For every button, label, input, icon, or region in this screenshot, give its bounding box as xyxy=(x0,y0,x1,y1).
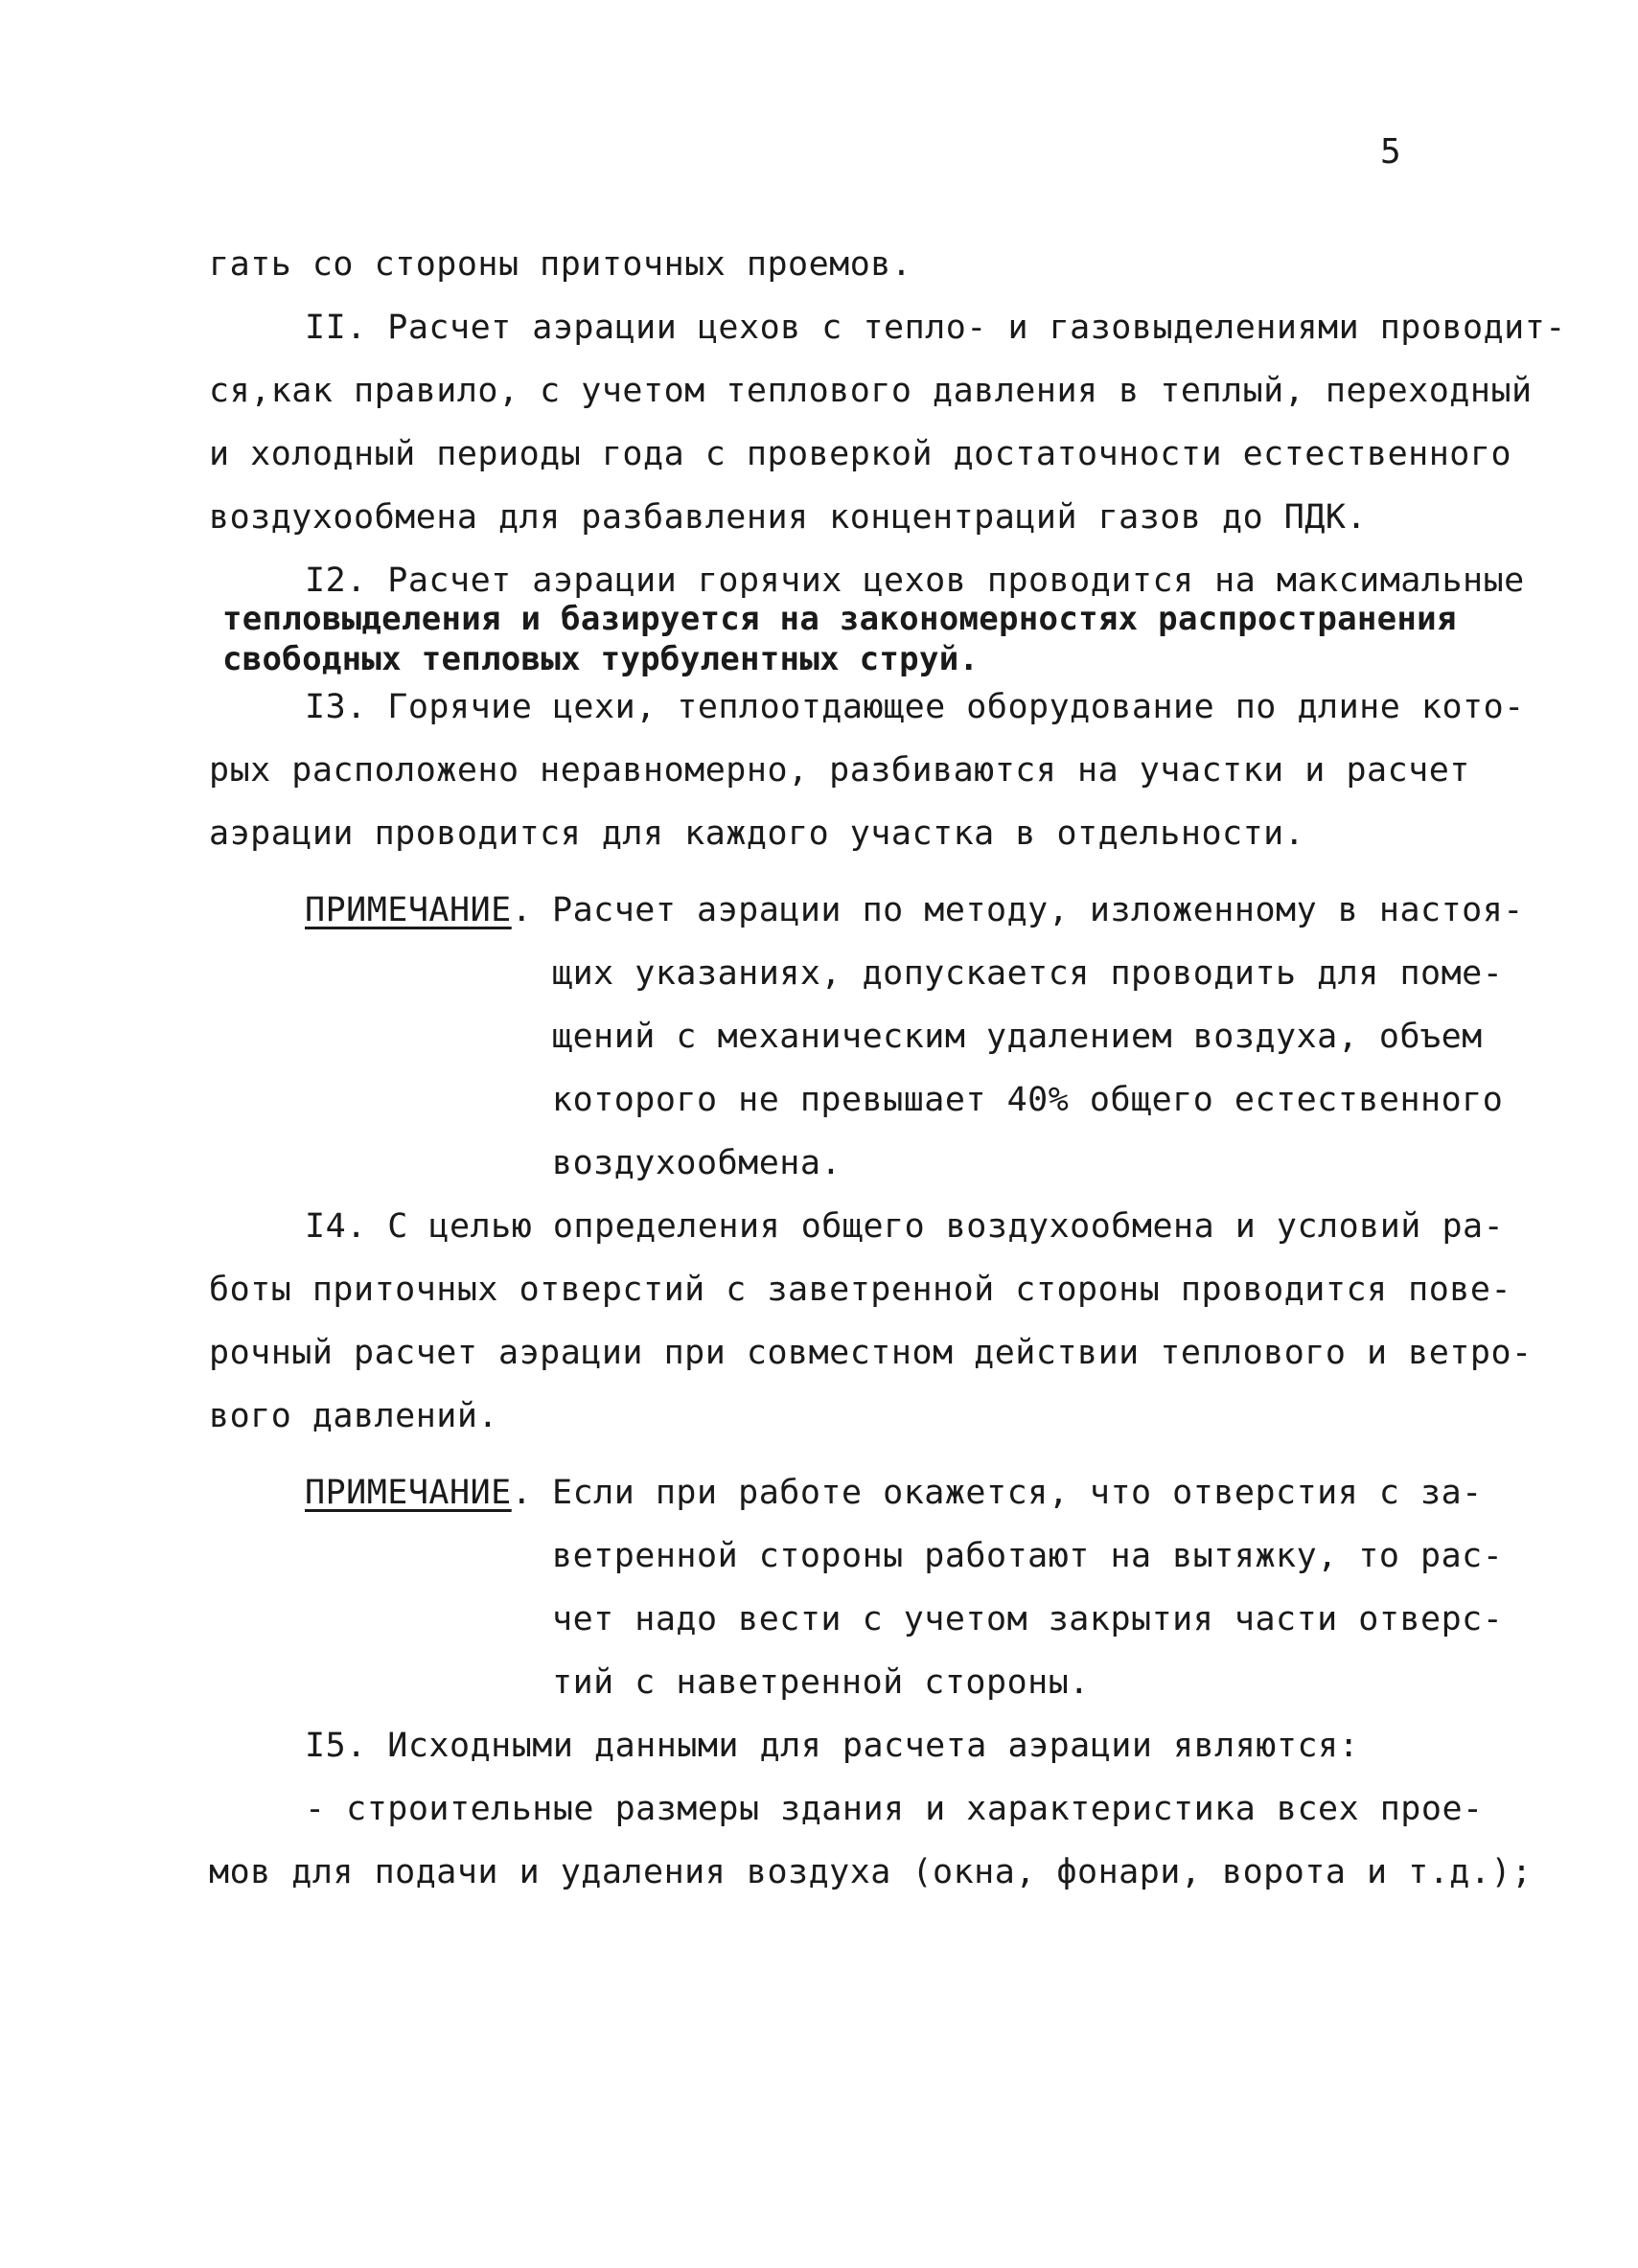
text-line: тепловыделения и базируется на закономерностях распространения xyxy=(222,600,1457,638)
note-2-dot: . xyxy=(511,1474,533,1512)
note-1-dot: . xyxy=(511,891,533,929)
paragraph-11-line: II. Расчет аэрации цехов с тепло- и газовыделениями проводит- xyxy=(305,309,1566,347)
text-line: аэрации проводится для каждого участка в отдельности. xyxy=(209,814,1305,853)
text-line: боты приточных отверстий с заветренной стороны проводится пове- xyxy=(209,1271,1512,1309)
note-1-line: которого не превышает 40% общего естественного xyxy=(552,1081,1504,1119)
note-1-line: воздухообмена. xyxy=(552,1144,842,1182)
note-1-line: Расчет аэрации по методу, изложенному в настоя- xyxy=(552,891,1524,929)
text-line: свободных тепловых турбулентных струй. xyxy=(222,640,980,678)
list-item-line: - строительные размеры здания и характеристика всех прое- xyxy=(305,1790,1484,1828)
note-2-line: Если при работе окажется, что отверстия с за- xyxy=(552,1474,1483,1512)
text-line: гать со стороны приточных проемов. xyxy=(209,245,912,284)
note-1-line: щих указаниях, допускается проводить для поме- xyxy=(552,954,1504,993)
paragraph-13-line: I3. Горячие цехи, теплоотдающее оборудование по длине кото- xyxy=(305,688,1525,726)
note-1-heading xyxy=(305,891,532,929)
text-line: ся,как правило, с учетом теплового давления в теплый, переходный xyxy=(209,372,1533,410)
note-2-line: тий с наветренной стороны. xyxy=(552,1663,1090,1702)
text-line: и холодный периоды года с проверкой достаточности естественного xyxy=(209,435,1512,473)
note-1-label: ПРИМЕЧАНИЕ xyxy=(305,891,512,929)
text-line: воздухообмена для разбавления концентраций газов до ПДК. xyxy=(209,498,1368,537)
note-2-label: ПРИМЕЧАНИЕ xyxy=(305,1474,512,1512)
text-line: рочный расчет аэрации при совместном действии теплового и ветро- xyxy=(209,1334,1533,1372)
note-1-line: щений с механическим удалением воздуха, объем xyxy=(552,1018,1483,1056)
paragraph-12-line: I2. Расчет аэрации горячих цехов проводится на максимальные xyxy=(305,561,1525,600)
note-2-line: ветренной стороны работают на вытяжку, то рас- xyxy=(552,1537,1504,1575)
text-line: рых расположено неравномерно, разбиваются на участки и расчет xyxy=(209,751,1470,790)
text-line: мов для подачи и удаления воздуха (окна, фонари, ворота и т.д.); xyxy=(209,1853,1533,1891)
text-line: вого давлений. xyxy=(209,1397,499,1435)
page-number: 5 xyxy=(1380,132,1401,172)
note-2-heading xyxy=(305,1474,532,1512)
paragraph-15-line: I5. Исходными данными для расчета аэрации являются: xyxy=(305,1727,1360,1765)
note-2-line: чет надо вести с учетом закрытия части отверс- xyxy=(552,1600,1504,1638)
paragraph-14-line: I4. С целью определения общего воздухообмена и условий ра- xyxy=(305,1207,1505,1246)
